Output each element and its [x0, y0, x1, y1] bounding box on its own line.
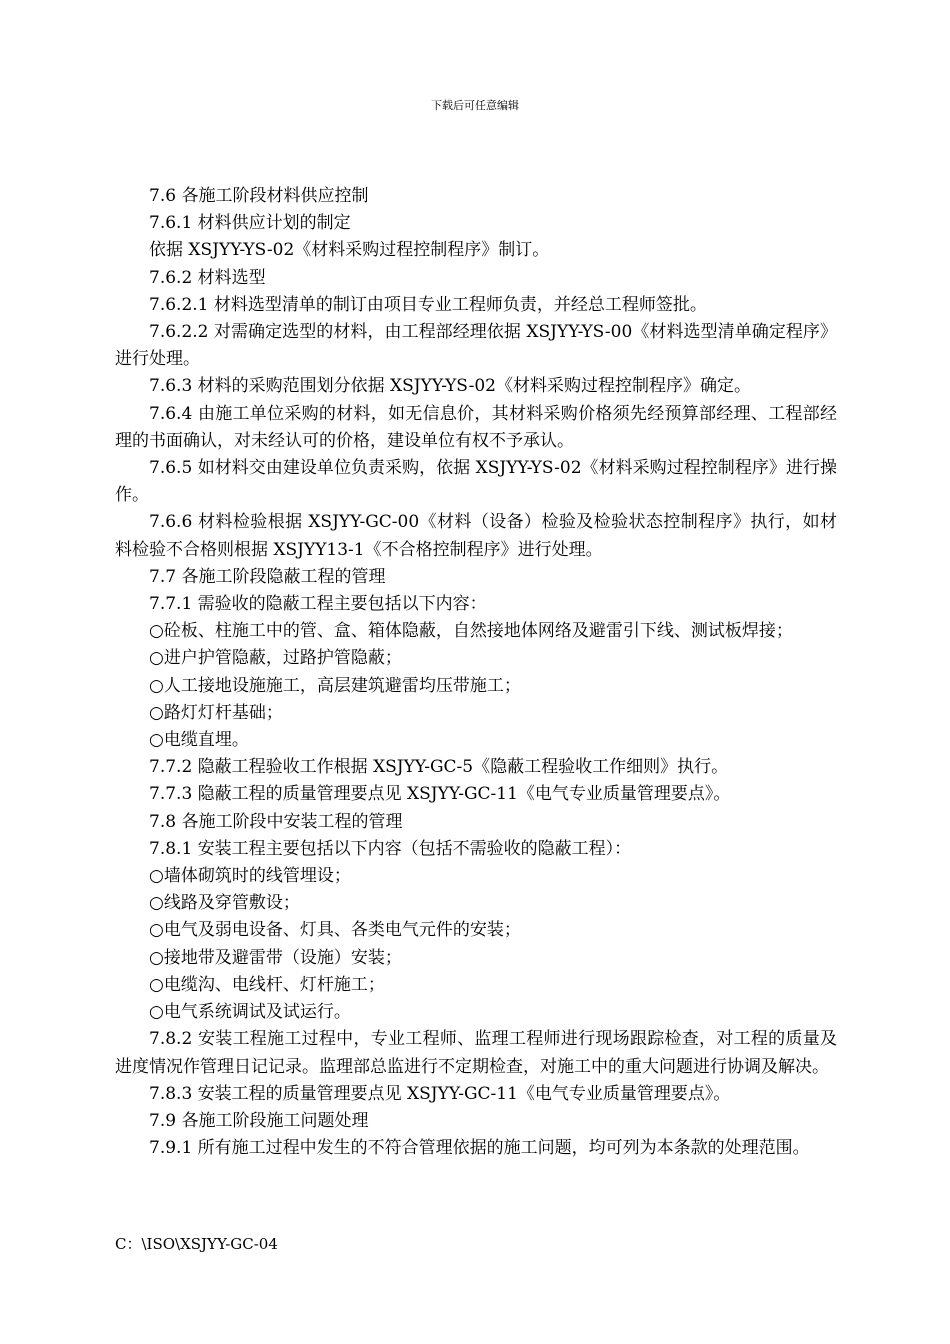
- section-heading: 7.7 各施工阶段隐蔽工程的管理: [149, 566, 386, 587]
- list-item: ○人工接地设施施工，高层建筑避雷均压带施工；: [149, 675, 521, 696]
- list-item: ○电气系统调试及试运行。: [149, 1002, 351, 1023]
- subsection-heading: 7.8.1 安装工程主要包括以下内容（包括不需验收的隐蔽工程）：: [149, 838, 632, 859]
- list-item: ○砼板、柱施工中的管、盒、箱体隐蔽，自然接地体网络及避雷引下线、测试板焊接；: [149, 621, 793, 642]
- paragraph: 7.8.2 安装工程施工过程中，专业工程师、监理工程师进行现场跟踪检查，对工程的质量及进度情况作管理日记记录。监理部总监进行不定期检查，对施工中的重大问题进行协调及解决。: [115, 1029, 837, 1077]
- list-item: ○线路及穿管敷设；: [149, 893, 300, 914]
- subsection-heading: 7.7.1 需验收的隐蔽工程主要包括以下内容：: [149, 594, 487, 615]
- page-header-note: 下载后可任意编辑: [431, 99, 519, 112]
- paragraph: 依据 XSJYY-YS-02《材料采购过程控制程序》制订。: [149, 240, 550, 261]
- document-body: [115, 183, 837, 1162]
- list-item: ○电缆沟、电线杆、灯杆施工；: [149, 974, 385, 995]
- paragraph: 7.6.6 材料检验根据 XSJYY-GC-00《材料（设备）检验及检验状态控制程序》执行，如材料检验不合格则根据 XSJYY13-1《不合格控制程序》进行处理。: [115, 512, 837, 560]
- subsection-heading: 7.6.2 材料选型: [149, 267, 266, 288]
- section-heading: 7.8 各施工阶段中安装工程的管理: [149, 811, 403, 832]
- paragraph: 7.6.2.1 材料选型清单的制订由项目专业工程师负责，并经总工程师签批。: [149, 294, 707, 315]
- list-item: ○墙体砌筑时的线管埋设；: [149, 866, 351, 887]
- list-item: ○进户护管隐蔽，过路护管隐蔽；: [149, 648, 402, 669]
- list-item: ○接地带及避雷带（设施）安装；: [149, 947, 402, 968]
- paragraph: 7.7.2 隐蔽工程验收工作根据 XSJYY-GC-5《隐蔽工程验收工作细则》执行。: [149, 757, 729, 778]
- page-footer-path: C：\ISO\XSJYY-GC-04: [115, 1235, 278, 1253]
- list-item: ○路灯灯杆基础；: [149, 702, 283, 723]
- paragraph: 7.6.4 由施工单位采购的材料，如无信息价，其材料采购价格须先经预算部经理、工程部经理的书面确认，对未经认可的价格，建设单位有权不予承认。: [115, 403, 837, 451]
- paragraph: 7.9.1 所有施工过程中发生的不符合管理依据的施工问题，均可列为本条款的处理范围。: [149, 1138, 810, 1159]
- section-heading: 7.6 各施工阶段材料供应控制: [149, 186, 369, 206]
- paragraph: 7.8.3 安装工程的质量管理要点见 XSJYY-GC-11《电气专业质量管理要点》。: [149, 1083, 731, 1104]
- list-item: ○电气及弱电设备、灯具、各类电气元件的安装；: [149, 920, 521, 941]
- section-heading: 7.9 各施工阶段施工问题处理: [149, 1110, 369, 1131]
- paragraph: 7.6.3 材料的采购范围划分依据 XSJYY-YS-02《材料采购过程控制程序》确定。: [149, 376, 751, 397]
- paragraph: 7.6.2.2 对需确定选型的材料，由工程部经理依据 XSJYY-YS-00《材料选型清单确定程序》进行处理。: [115, 322, 837, 370]
- list-item: ○电缆直埋。: [149, 730, 249, 751]
- subsection-heading: 7.6.1 材料供应计划的制定: [149, 213, 351, 234]
- paragraph: 7.7.3 隐蔽工程的质量管理要点见 XSJYY-GC-11《电气专业质量管理要点》。: [149, 784, 731, 805]
- paragraph: 7.6.5 如材料交由建设单位负责采购，依据 XSJYY-YS-02《材料采购过程控制程序》进行操作。: [115, 458, 837, 506]
